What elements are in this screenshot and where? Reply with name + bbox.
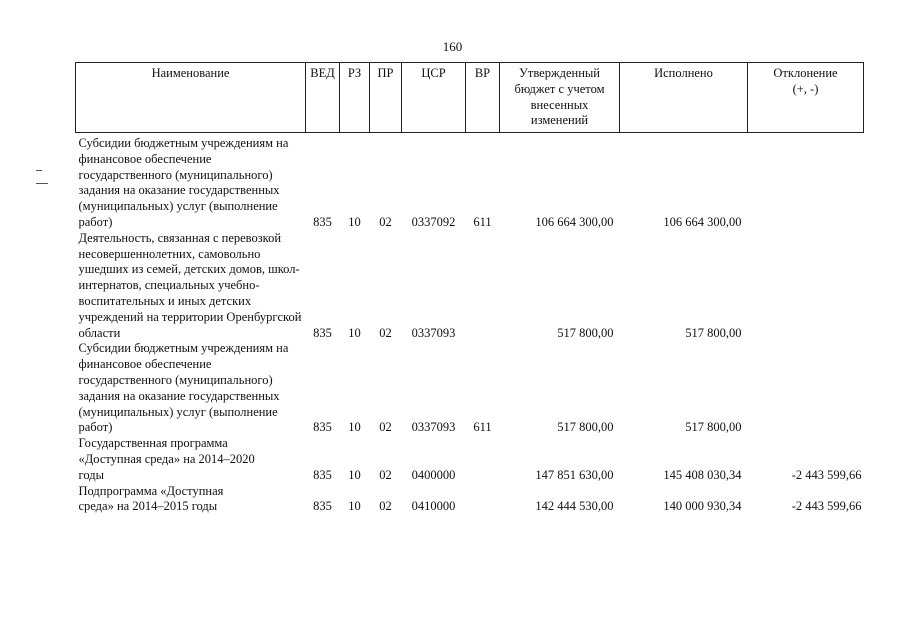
row-name: Субсидии бюджетным учреждениям на финансовое обеспечение государственного (муниципального) задания на оказание государственных (муниципальных) услуг (выполнение работ)	[78, 136, 289, 229]
row-executed: 106 664 300,00	[663, 214, 742, 229]
col-header-pr: ПР	[370, 63, 402, 133]
row-rz: 10	[348, 214, 361, 229]
row-approved: 517 800,00	[557, 325, 614, 340]
row-executed: 140 000 930,34	[663, 499, 742, 514]
col-header-name: Наименование	[76, 63, 306, 133]
row-ved: 835	[313, 499, 332, 514]
row-pr: 02	[379, 467, 392, 482]
row-pr: 02	[379, 499, 392, 514]
row-rz: 10	[348, 467, 361, 482]
row-vr	[466, 436, 500, 483]
row-pr: 02	[379, 214, 392, 229]
row-vr: 611	[473, 214, 492, 229]
row-approved: 517 800,00	[557, 420, 614, 435]
row-ved: 835	[313, 420, 332, 435]
table-row	[76, 231, 864, 342]
budget-execution-table	[75, 62, 864, 515]
row-deviation	[748, 341, 864, 436]
row-csr: 0337093	[411, 420, 456, 435]
row-name: Государственная программа «Доступная среда» на 2014–2020 годы	[78, 436, 255, 482]
page-number: 160	[442, 39, 463, 54]
col-header-executed: Исполнено	[620, 63, 748, 133]
col-header-vr: ВР	[466, 63, 500, 133]
row-deviation: -2 443 599,66	[791, 499, 862, 514]
row-ved: 835	[313, 325, 332, 340]
table-row	[76, 341, 864, 436]
row-approved: 142 444 530,00	[535, 499, 614, 514]
row-deviation: -2 443 599,66	[791, 467, 862, 482]
row-csr: 0337093	[411, 325, 456, 340]
table-row	[76, 436, 864, 483]
row-pr: 02	[379, 420, 392, 435]
row-rz: 10	[348, 499, 361, 514]
row-approved: 106 664 300,00	[535, 214, 614, 229]
col-header-csr: ЦСР	[402, 63, 466, 133]
row-csr: 0410000	[411, 499, 456, 514]
row-rz: 10	[348, 325, 361, 340]
col-header-deviation: Отклонение (+, -)	[748, 63, 864, 133]
row-vr: 611	[473, 420, 492, 435]
row-pr: 02	[379, 325, 392, 340]
row-rz: 10	[348, 420, 361, 435]
row-vr	[466, 231, 500, 342]
row-vr	[466, 484, 500, 516]
row-executed: 517 800,00	[685, 420, 742, 435]
col-header-rz: РЗ	[340, 63, 370, 133]
table-row	[76, 484, 864, 516]
table-header-row	[76, 63, 864, 133]
row-csr: 0337092	[411, 214, 456, 229]
row-executed: 145 408 030,34	[663, 467, 742, 482]
col-header-approved: Утвержденный бюджет с учетом внесенных изменений	[500, 63, 620, 133]
row-name: Деятельность, связанная с перевозкой несовершеннолетних, самовольно ушедших из семей, детских домов, школ-интернатов, специальных учебно-воспитательных и иных детских учреждений на территории Оренбургской области	[78, 230, 302, 340]
row-ved: 835	[313, 467, 332, 482]
row-deviation	[748, 133, 864, 231]
row-approved: 147 851 630,00	[535, 467, 614, 482]
scan-margin-mark	[36, 183, 48, 184]
row-name: Подпрограмма «Доступная среда» на 2014–2015 годы	[78, 483, 224, 514]
row-name: Субсидии бюджетным учреждениям на финансовое обеспечение государственного (муниципального) задания на оказание государственных (муниципальных) услуг (выполнение работ)	[78, 341, 289, 435]
row-executed: 517 800,00	[685, 325, 742, 340]
table-row	[76, 133, 864, 231]
row-deviation	[748, 231, 864, 342]
row-ved: 835	[313, 214, 332, 229]
row-csr: 0400000	[411, 467, 456, 482]
col-header-ved: ВЕД	[306, 63, 340, 133]
scan-margin-mark	[36, 170, 42, 171]
